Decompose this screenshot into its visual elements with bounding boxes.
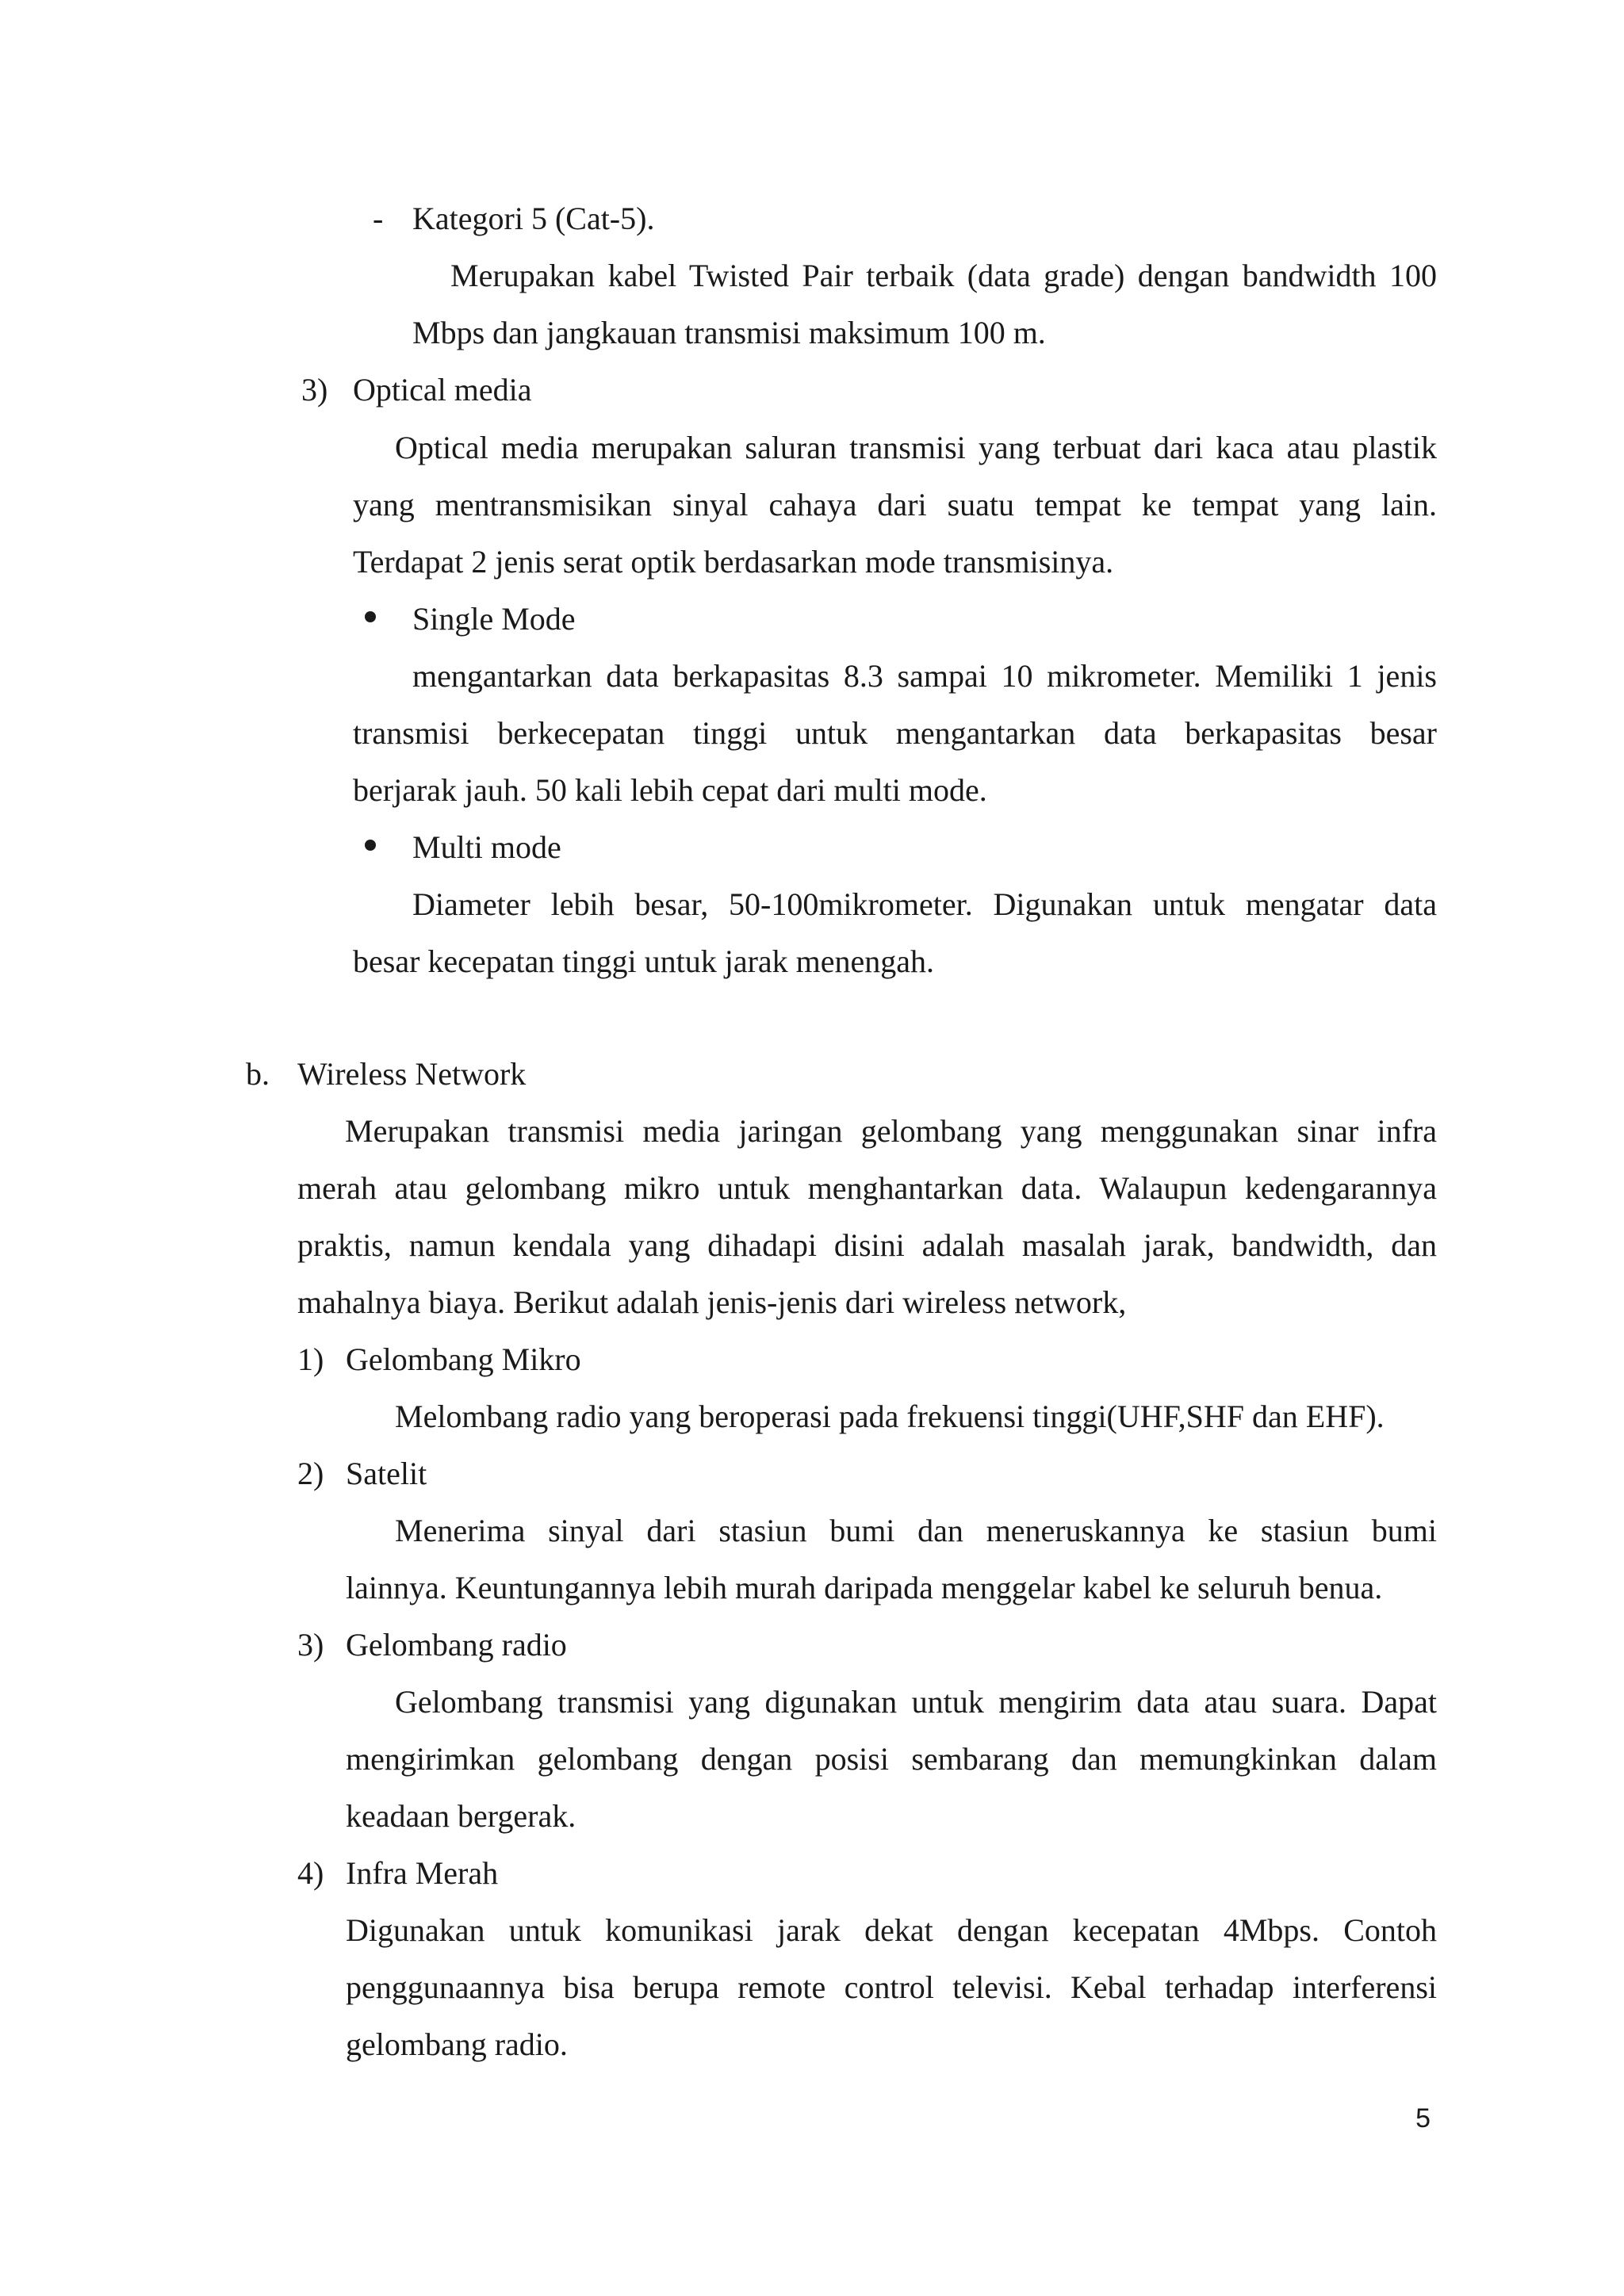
multi-mode-line-1: Diameter lebih besar, 50-100mikrometer. Digunakan untuk mengatar data xyxy=(412,886,1437,922)
cat5-heading: Kategori 5 (Cat-5). xyxy=(412,201,655,236)
optical-line-3: Terdapat 2 jenis serat optik berdasarkan mode transmisinya. xyxy=(353,544,1114,580)
cat5-line-1: Merupakan kabel Twisted Pair terbaik (data grade) dengan bandwidth 100 xyxy=(450,258,1437,293)
mikro-heading: Gelombang Mikro xyxy=(346,1341,581,1377)
satelit-line-1: Menerima sinyal dari stasiun bumi dan meneruskannya ke stasiun bumi xyxy=(395,1513,1437,1548)
optical-line-2: yang mentransmisikan sinyal cahaya dari suatu tempat ke tempat yang lain. xyxy=(353,487,1437,522)
multi-mode-line-2: besar kecepatan tinggi untuk jarak menengah. xyxy=(353,943,935,979)
wireless-line-4: mahalnya biaya. Berikut adalah jenis-jenis dari wireless network, xyxy=(297,1284,1127,1320)
satelit-heading: Satelit xyxy=(346,1456,427,1491)
list-marker-1: 1) xyxy=(297,1341,324,1377)
infra-line-3: gelombang radio. xyxy=(346,2026,568,2062)
wireless-line-2: merah atau gelombang mikro untuk menghantarkan data. Walaupun kedengarannya xyxy=(297,1170,1437,1206)
infra-line-2: penggunaannya bisa berupa remote control televisi. Kebal terhadap interferensi xyxy=(346,1969,1437,2005)
single-mode-line-3: berjarak jauh. 50 kali lebih cepat dari multi mode. xyxy=(353,772,987,808)
radio-heading: Gelombang radio xyxy=(346,1627,567,1663)
optical-line-1: Optical media merupakan saluran transmisi yang terbuat dari kaca atau plastik xyxy=(395,430,1437,465)
single-mode-heading: Single Mode xyxy=(412,601,576,637)
cat5-line-2: Mbps dan jangkauan transmisi maksimum 100 m. xyxy=(412,315,1046,350)
list-marker-2: 2) xyxy=(297,1456,324,1491)
list-marker-b: b. xyxy=(246,1056,270,1092)
list-marker-3: 3) xyxy=(301,372,328,408)
page-number: 5 xyxy=(1415,2103,1431,2133)
mikro-line-1: Melombang radio yang beroperasi pada frekuensi tinggi(UHF,SHF dan EHF). xyxy=(395,1399,1385,1434)
list-marker-4: 4) xyxy=(297,1855,324,1891)
wireless-line-1: Merupakan transmisi media jaringan gelombang yang menggunakan sinar infra xyxy=(345,1113,1437,1149)
multi-mode-heading: Multi mode xyxy=(412,829,561,865)
wireless-heading: Wireless Network xyxy=(297,1056,527,1092)
radio-line-2: mengirimkan gelombang dengan posisi sembarang dan memungkinkan dalam xyxy=(346,1741,1437,1777)
radio-line-1: Gelombang transmisi yang digunakan untuk mengirim data atau suara. Dapat xyxy=(395,1684,1437,1720)
satelit-line-2: lainnya. Keuntungannya lebih murah daripada menggelar kabel ke seluruh benua. xyxy=(346,1570,1383,1605)
bullet-icon xyxy=(365,611,376,622)
single-mode-line-2: transmisi berkecepatan tinggi untuk mengantarkan data berkapasitas besar xyxy=(353,715,1437,751)
single-mode-line-1: mengantarkan data berkapasitas 8.3 sampai 10 mikrometer. Memiliki 1 jenis xyxy=(412,658,1437,694)
wireless-line-3: praktis, namun kendala yang dihadapi disini adalah masalah jarak, bandwidth, dan xyxy=(297,1227,1437,1263)
infra-heading: Infra Merah xyxy=(346,1855,499,1891)
optical-heading: Optical media xyxy=(353,372,532,408)
bullet-icon xyxy=(365,840,376,851)
list-marker-dash: - xyxy=(373,201,384,236)
radio-line-3: keadaan bergerak. xyxy=(346,1798,576,1834)
infra-line-1: Digunakan untuk komunikasi jarak dekat dengan kecepatan 4Mbps. Contoh xyxy=(346,1912,1437,1948)
list-marker-3: 3) xyxy=(297,1627,324,1663)
